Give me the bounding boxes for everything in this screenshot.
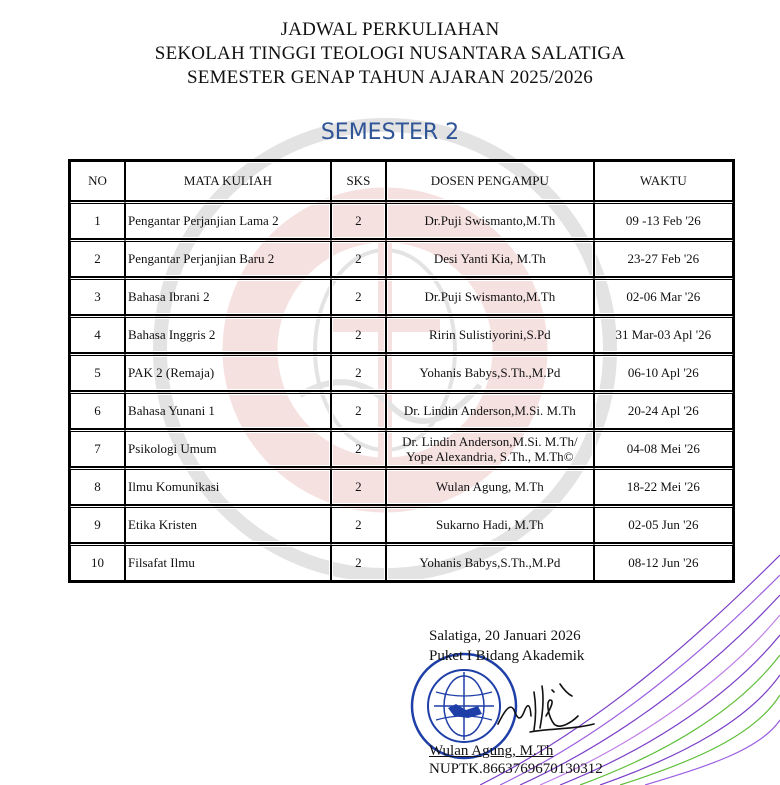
table-row [70,201,733,239]
col-header-dosen: DOSEN PENGAMPU [386,161,594,201]
cell-sks: 2 [331,315,386,353]
signer-name: Wulan Agung, M.Th [429,743,554,759]
cell-mata-kuliah: Pengantar Perjanjian Baru 2 [125,239,331,277]
cell-mata-kuliah: Bahasa Ibrani 2 [125,277,331,315]
col-header-sks: SKS [331,161,386,201]
cell-no: 7 [70,429,125,467]
handwritten-signature [490,672,600,742]
col-header-waktu: WAKTU [594,161,733,201]
table-row [70,353,733,391]
cell-dosen: Ririn Sulistiyorini,S.Pd [386,315,594,353]
table-row [70,543,733,581]
cell-dosen [386,429,594,467]
cell-mata-kuliah: Pengantar Perjanjian Lama 2 [125,201,331,239]
cell-sks: 2 [331,543,386,581]
cell-mata-kuliah: Psikologi Umum [125,429,331,467]
cell-waktu: 02-05 Jun '26 [594,505,733,543]
cell-sks: 2 [331,429,386,467]
cell-waktu: 09 -13 Feb '26 [594,201,733,239]
table-row [70,391,733,429]
cell-dosen: Yohanis Babys,S.Th.,M.Pd [386,353,594,391]
cell-waktu: 20-24 Apl '26 [594,391,733,429]
cell-waktu: 02-06 Mar '26 [594,277,733,315]
schedule-table [68,159,735,583]
cell-sks: 2 [331,467,386,505]
signer-role: Puket I Bidang Akademik [429,648,585,664]
cell-waktu: 06-10 Apl '26 [594,353,733,391]
cell-sks: 2 [331,391,386,429]
cell-no: 2 [70,239,125,277]
cell-dosen: Yohanis Babys,S.Th.,M.Pd [386,543,594,581]
table-row [70,315,733,353]
cell-no: 4 [70,315,125,353]
semester-title: SEMESTER 2 [320,120,460,145]
header-semester-year: SEMESTER GENAP TAHUN AJARAN 2025/2026 [187,67,593,88]
cell-dosen: Wulan Agung, M.Th [386,467,594,505]
cell-waktu: 31 Mar-03 Apl '26 [594,315,733,353]
cell-mata-kuliah: PAK 2 (Remaja) [125,353,331,391]
cell-dosen: Dr.Puji Swismanto,M.Th [386,277,594,315]
header-institution: SEKOLAH TINGGI TEOLOGI NUSANTARA SALATIGA [154,43,626,64]
cell-mata-kuliah: Ilmu Komunikasi [125,467,331,505]
cell-dosen: Sukarno Hadi, M.Th [386,505,594,543]
document-header [0,18,780,90]
cell-no: 10 [70,543,125,581]
cell-mata-kuliah: Bahasa Yunani 1 [125,391,331,429]
cell-mata-kuliah: Bahasa Inggris 2 [125,315,331,353]
table-header-row [70,161,733,201]
col-header-no: NO [70,161,125,201]
cell-no: 1 [70,201,125,239]
cell-no: 9 [70,505,125,543]
place-date: Salatiga, 20 Januari 2026 [429,628,581,644]
header-title: JADWAL PERKULIAHAN [280,19,500,40]
table-row [70,429,733,467]
table-row [70,467,733,505]
cell-no: 5 [70,353,125,391]
cell-dosen-line2: Yope Alexandria, S.Th., M.Th© [406,449,574,464]
cell-sks: 2 [331,201,386,239]
cell-waktu: 04-08 Mei '26 [594,429,733,467]
cell-dosen: Dr.Puji Swismanto,M.Th [386,201,594,239]
cell-sks: 2 [331,353,386,391]
cell-no: 6 [70,391,125,429]
cell-no: 3 [70,277,125,315]
cell-sks: 2 [331,277,386,315]
cell-no: 8 [70,467,125,505]
cell-dosen-line1: Dr. Lindin Anderson,M.Si. M.Th/ [402,434,578,449]
cell-sks: 2 [331,239,386,277]
cell-dosen: Dr. Lindin Anderson,M.Si. M.Th [386,391,594,429]
cell-mata-kuliah: Filsafat Ilmu [125,543,331,581]
table-row [70,505,733,543]
col-header-mata-kuliah: MATA KULIAH [125,161,331,201]
table-row [70,277,733,315]
cell-dosen: Desi Yanti Kia, M.Th [386,239,594,277]
cell-waktu: 08-12 Jun '26 [594,543,733,581]
cell-waktu: 18-22 Mei '26 [594,467,733,505]
table-row [70,239,733,277]
cell-waktu: 23-27 Feb '26 [594,239,733,277]
cell-sks: 2 [331,505,386,543]
signer-id: NUPTK.8663769670130312 [429,761,603,777]
cell-mata-kuliah: Etika Kristen [125,505,331,543]
